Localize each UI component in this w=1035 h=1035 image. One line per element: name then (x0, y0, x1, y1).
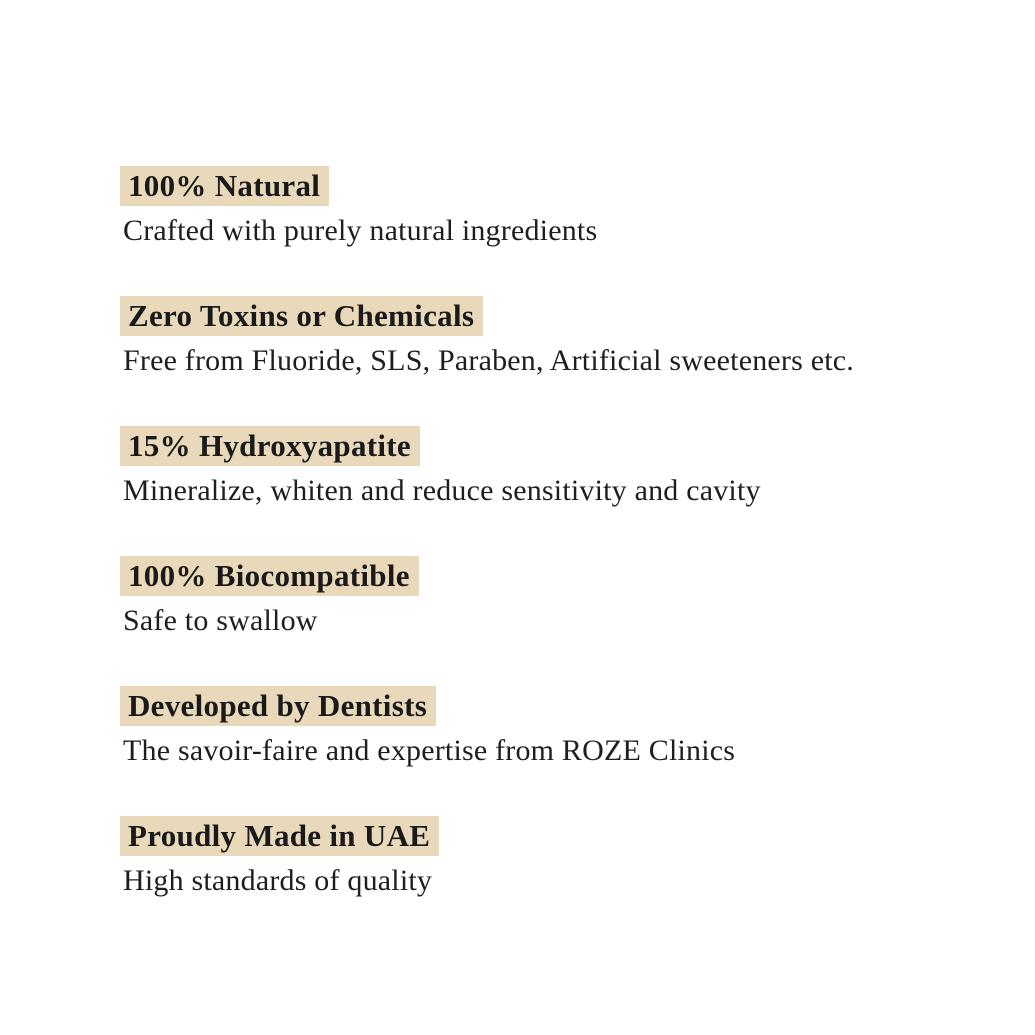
feature-title (120, 556, 1000, 596)
feature-description: Mineralize, whiten and reduce sensitivity and cavity (123, 474, 761, 507)
feature-description: Crafted with purely natural ingredients (123, 214, 598, 247)
feature-description: Free from Fluoride, SLS, Paraben, Artificial sweeteners etc. (123, 344, 854, 377)
feature-item-zero-toxins (120, 296, 1000, 379)
feature-description: High standards of quality (123, 864, 433, 897)
feature-title-highlight: 15% Hydroxyapatite (120, 426, 420, 466)
feature-description: Safe to swallow (123, 604, 318, 637)
feature-title (120, 816, 1000, 856)
feature-description: The savoir-faire and expertise from ROZE Clinics (123, 734, 736, 767)
feature-item-made-in-uae (120, 816, 1000, 899)
feature-item-dentists (120, 686, 1000, 769)
feature-title-highlight: Zero Toxins or Chemicals (120, 296, 483, 336)
feature-title-highlight: Proudly Made in UAE (120, 816, 439, 856)
feature-title-highlight: Developed by Dentists (120, 686, 436, 726)
feature-title (120, 426, 1000, 466)
feature-title (120, 296, 1000, 336)
feature-item-natural (120, 166, 1000, 249)
feature-title (120, 686, 1000, 726)
feature-item-biocompatible (120, 556, 1000, 639)
feature-title (120, 166, 1000, 206)
feature-title-highlight: 100% Biocompatible (120, 556, 419, 596)
feature-item-hydroxyapatite (120, 426, 1000, 509)
product-features-list (120, 166, 1000, 946)
feature-title-highlight: 100% Natural (120, 166, 329, 206)
